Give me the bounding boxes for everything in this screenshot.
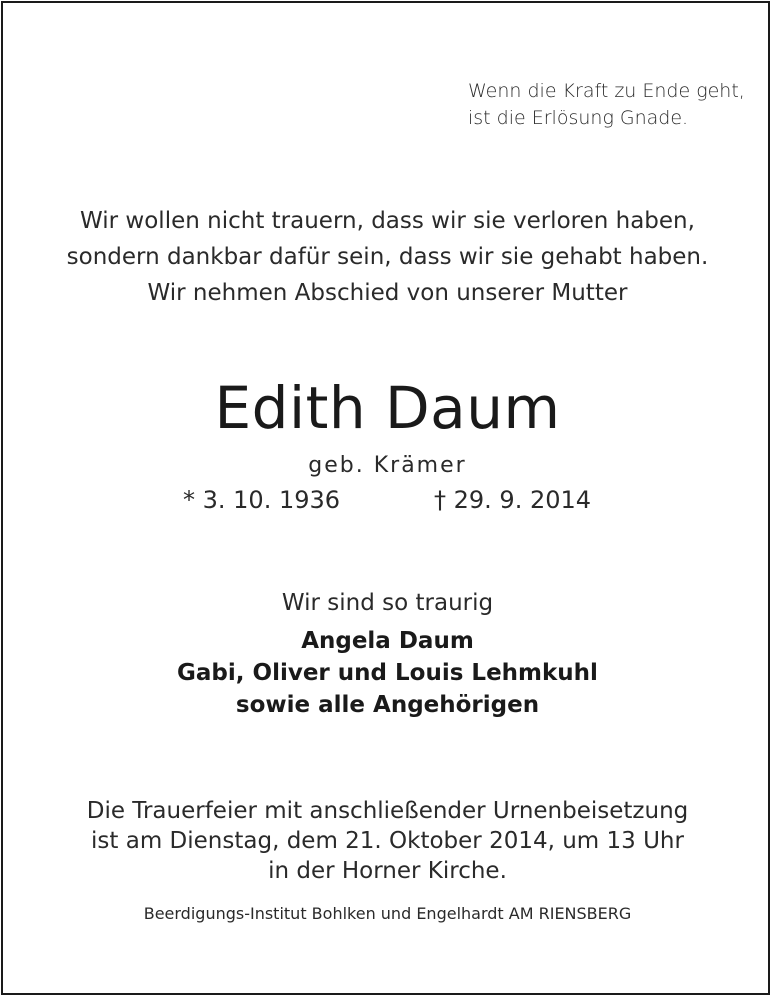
mourner-name: sowie alle Angehörigen xyxy=(235,692,540,718)
motto-line: Wenn die Kraft zu Ende geht, xyxy=(468,80,745,102)
ceremony-line: ist am Dienstag, dem 21. Oktober 2014, um 13 Uhr xyxy=(91,828,684,854)
intro-line: Wir wollen nicht trauern, dass wir sie verloren haben, xyxy=(80,208,695,234)
intro-line: sondern dankbar dafür sein, dass wir sie gehabt haben. xyxy=(66,244,709,270)
ceremony-line: Die Trauerfeier mit anschließender Urnenbeisetzung xyxy=(86,798,689,824)
ceremony-info xyxy=(0,796,775,886)
motto-quote xyxy=(468,78,745,132)
deceased-name: Edith Daum xyxy=(214,374,561,442)
death-date: † 29. 9. 2014 xyxy=(434,486,592,514)
motto-line: ist die Erlösung Gnade. xyxy=(468,107,689,129)
birth-date: * 3. 10. 1936 xyxy=(183,486,341,514)
mourning-statement: Wir sind so traurig xyxy=(281,590,494,616)
birth-name: geb. Krämer xyxy=(308,453,467,478)
mourner-name: Angela Daum xyxy=(301,628,474,654)
mourner-name: Gabi, Oliver und Louis Lehmkuhl xyxy=(177,660,598,686)
intro-text xyxy=(0,203,775,311)
mourners-list xyxy=(0,625,775,721)
undertaker-credit: Beerdigungs-Institut Bohlken und Engelhardt AM RIENSBERG xyxy=(143,904,632,923)
intro-line: Wir nehmen Abschied von unserer Mutter xyxy=(147,280,628,306)
ceremony-line: in der Horner Kirche. xyxy=(268,858,507,884)
